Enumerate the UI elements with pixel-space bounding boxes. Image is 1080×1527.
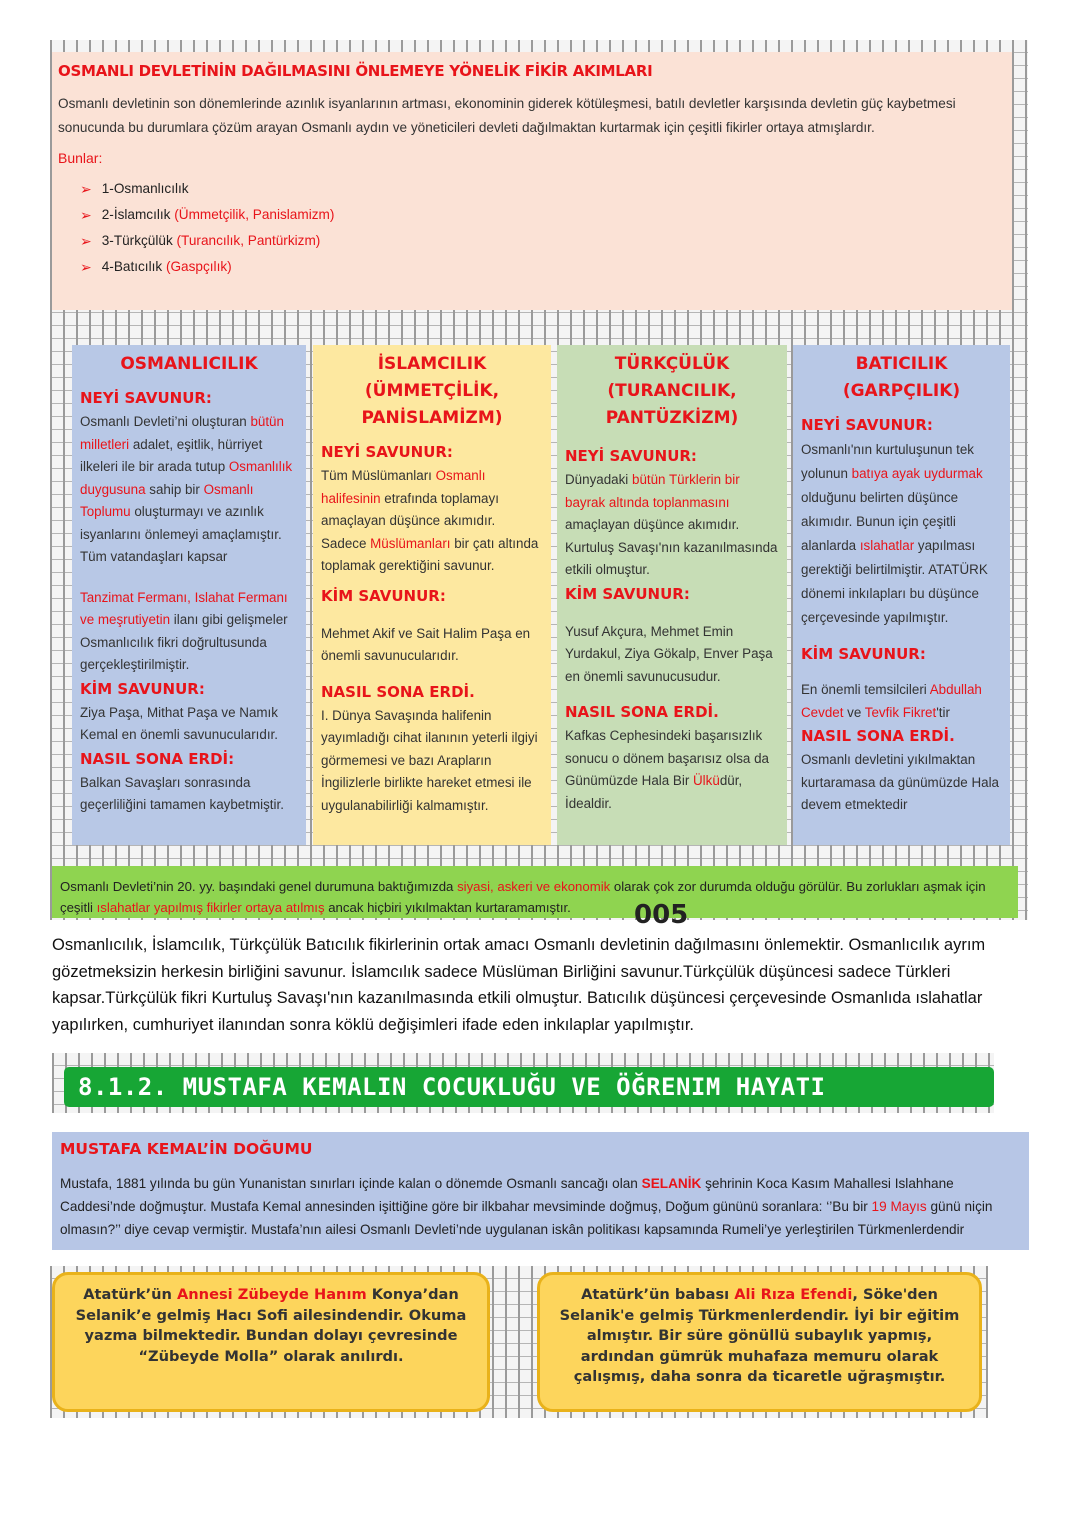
birth-box bbox=[52, 1132, 1029, 1250]
mother-card: Atatürk’ün Annesi Zübeyde Hanım Konya’dan Selanik’e gelmiş Hacı Sofi ailesindendir. Okuma yazma bilmektedir. Bundan dolayı çevresinde “Zübeyde Molla” olarak anılırdı. bbox=[52, 1272, 490, 1412]
column-text: Osmanlı devletini yıkılmaktan kurtaramasa da günümüzde Hala devem etmektedir bbox=[801, 752, 999, 812]
intro-title: OSMANLI DEVLETİNİN DAĞILMASINI ÖNLEMEYE YÖNELİK FİKİR AKIMLARI bbox=[58, 62, 653, 80]
list-item: ➢ 3-Türkçülük (Turancılık, Pantürkizm) bbox=[80, 228, 1006, 254]
page-number: 005 bbox=[634, 900, 689, 930]
column-text: Mehmet Akif ve Sait Halim Paşa en önemli savunucularıdır. bbox=[321, 625, 531, 663]
heading-nasil-sona-erdi: NASIL SONA ERDİ. bbox=[565, 703, 719, 721]
ideas-list bbox=[58, 176, 1006, 280]
heading-neyi-savunur: NEYİ SAVUNUR: bbox=[565, 447, 697, 465]
intro-box bbox=[52, 52, 1012, 310]
column-osmanlicilik bbox=[72, 345, 306, 845]
intro-text: Osmanlı devletinin son dönemlerinde azınlık isyanlarının artması, ekonominin giderek kötüleşmesi, batılı devletler karşısında devletin güç kaybetmesi sonucunda bu durumlara çözüm arayan Osmanlı aydın ve yöneticileri devleti dağılmaktan kurtarmak için çeşitli fikirler ortaya atmışlardır. bbox=[58, 96, 956, 135]
heading-nasil-sona-erdi: NASIL SONA ERDİ. bbox=[321, 682, 475, 701]
heading-neyi-savunur: NEYİ SAVUNUR: bbox=[321, 443, 453, 461]
heading-nasil-sona-erdi: NASIL SONA ERDİ: bbox=[80, 749, 235, 768]
heading-kim-savunur: KİM SAVUNUR: bbox=[80, 679, 205, 698]
list-item: ➢ 1-Osmanlıcılık bbox=[80, 176, 1006, 202]
heading-kim-savunur: KİM SAVUNUR: bbox=[565, 584, 690, 603]
heading-neyi-savunur: NEYİ SAVUNUR: bbox=[801, 416, 933, 434]
column-text: Osmanlı'nın kurtuluşunun tek yolunun batıya ayak uydurmak olduğunu belirten düşünce akımıdır. Bunun için çeşitli alanlarda ıslahatlar yapılması gerektiği belirtilmiştir. ATATÜRK dönemi inkılapları bu düşünce çerçevesinde yapılmıştır. bbox=[801, 442, 988, 625]
column-title: BATICILIK (GARPÇILIK) bbox=[842, 354, 961, 401]
intro-subtitle: Bunlar: bbox=[58, 150, 103, 166]
heading-kim-savunur: KİM SAVUNUR: bbox=[801, 645, 926, 663]
summary-box: Osmanlı Devleti’nin 20. yy. başındaki genel durumuna baktığımızda siyasi, askeri ve ekonomik olarak çok zor durumda olduğu görülür. Bu zorlukları aşmak için çeşitli ıslahatlar yapılmış fikirler ortaya atılmış ancak hiçbiri yıkılmaktan kurtaramamıştır. bbox=[52, 866, 1018, 918]
column-text: Dünyadaki bütün Türklerin bir bayrak altında toplanmasını amaçlayan düşünce akımıdır. Kurtuluş Savaşı'nın kazanılmasında etkili olmuştur. bbox=[565, 472, 778, 577]
column-text: Tüm Müslümanları Osmanlı halifesinin etrafında toplamayı amaçlayan düşünce akımıdır. Sadece Müslümanları bir çatı altında toplamak gerektiğini savunur. bbox=[321, 468, 539, 573]
arrow-bullet-icon: ➢ bbox=[80, 181, 92, 197]
arrow-bullet-icon: ➢ bbox=[80, 233, 92, 249]
column-title: TÜRKÇÜLÜK (TURANCILIK, PANTÜZKİZM) bbox=[605, 354, 739, 428]
column-text: Balkan Savaşları sonrasında geçerliliğini tamamen kaybetmiştir. bbox=[80, 774, 284, 812]
column-text: Tanzimat Fermanı, Islahat Fermanı ve meşrutiyetin ilanı gibi gelişmeler Osmanlıcılık fikri doğrultusunda gerçekleştirilmiştir. bbox=[80, 589, 288, 672]
column-title: İSLAMCILIK (ÜMMETÇİLİK, PANİSLAMİZM) bbox=[361, 354, 503, 428]
heading-kim-savunur: KİM SAVUNUR: bbox=[321, 586, 446, 605]
arrow-bullet-icon: ➢ bbox=[80, 207, 92, 223]
column-islamcilik bbox=[313, 345, 551, 845]
birth-text: Mustafa, 1881 yılında bu gün Yunanistan sınırları içinde kalan o dönemde Osmanlı sancağı olan SELANİK şehrinin Koca Kasım Mahallesi Islahhane Caddesi’nde doğmuştur. Mustafa Kemal annesinden işittiğine göre bir ilkbahar mevsiminde doğmuş, Doğum gününü soranlara: ‘’Bu bir 19 Mayıs günü niçin olmasın?’’ diye cevap vermiştir. Mustafa’nın ailesi Osmanlı Devleti’nde uygulanan iskân politikası kapsamında Rumeli’ye yerleştirilen Türkmenlerdendir bbox=[60, 1176, 993, 1237]
summary-paragraph: Osmanlıcılık, İslamcılık, Türkçülük Batıcılık fikirlerinin ortak amacı Osmanlı devletinin dağılmasını önlemektir. Osmanlıcılık ayrım gözetmeksizin herkesin birliğini savunur. İslamcılık sadece Müslüman Birliğini savunur.Türkçülük düşüncesi sadece Türkleri kapsar.Türkçülük fikri Kurtuluş Savaşı'nın kazanılmasında etkili olmuştur. Batıcılık düşüncesi çerçevesinde Osmanlıda ıslahatlar yapılırken, cumhuriyet ilanından sonra köklü değişimleri ifade eden inkılaplar yapılmıştır. bbox=[52, 936, 986, 1034]
list-item: ➢ 2-İslamcılık (Ümmetçilik, Panislamizm) bbox=[80, 202, 1006, 228]
list-item: ➢ 4-Batıcılık (Gaspçılık) bbox=[80, 254, 1006, 280]
birth-title: MUSTAFA KEMAL’İN DOĞUMU bbox=[60, 1140, 313, 1158]
heading-nasil-sona-erdi: NASIL SONA ERDİ. bbox=[801, 727, 955, 745]
column-text: Kafkas Cephesindeki başarısızlık sonucu o dönem başarısız olsa da Günümüzde Hala Bir Ülküdür, İdealdir. bbox=[565, 728, 769, 811]
column-text: Osmanlı Devleti’ni oluşturan bütün milletleri adalet, eşitlik, hürriyet ilkeleri ile bir arada tutup Osmanlılık duygusuna sahip bir Osmanlı Toplumu oluşturmayı ve azınlık isyanlarını önlemeyi amaçlamıştır. Tüm vatandaşları kapsar bbox=[80, 414, 293, 564]
column-turkculuk bbox=[557, 345, 787, 845]
column-text: Ziya Paşa, Mithat Paşa ve Namık Kemal en önemli savunucularıdır. bbox=[80, 704, 278, 742]
column-text: En önemli temsilcileri Abdullah Cevdet ve Tevfik Fikret'tir bbox=[801, 682, 982, 720]
column-title: OSMANLICILIK bbox=[120, 354, 258, 374]
heading-neyi-savunur: NEYİ SAVUNUR: bbox=[80, 389, 212, 407]
section-header: 8.1.2. MUSTAFA KEMALIN COCUKLUĞU VE ÖĞRENIM HAYATI bbox=[64, 1067, 994, 1107]
father-card: Atatürk’ün babası Ali Rıza Efendi, Söke'den Selanik'e gelmiş Türkmenlerdendir. İyi bir eğitim almıştır. Bir süre gönüllü subaylık yapmış, ardından gümrük muhafaza memuru olarak çalışmış, daha sonra da ticaretle uğraşmıştır. bbox=[537, 1272, 982, 1412]
arrow-bullet-icon: ➢ bbox=[80, 259, 92, 275]
column-baticilik bbox=[793, 345, 1010, 845]
column-text: I. Dünya Savaşında halifenin yayımladığı cihat ilanının yeterli ilgiyi görmemesi ve bazı Arapların İngilizlerle birlikte hareket etmesi ile uygulanabilirliği kalmamıştır. bbox=[321, 707, 538, 813]
column-text: Yusuf Akçura, Mehmet Emin Yurdakul, Ziya Gökalp, Enver Paşa en önemli savunucusudur. bbox=[565, 623, 773, 684]
